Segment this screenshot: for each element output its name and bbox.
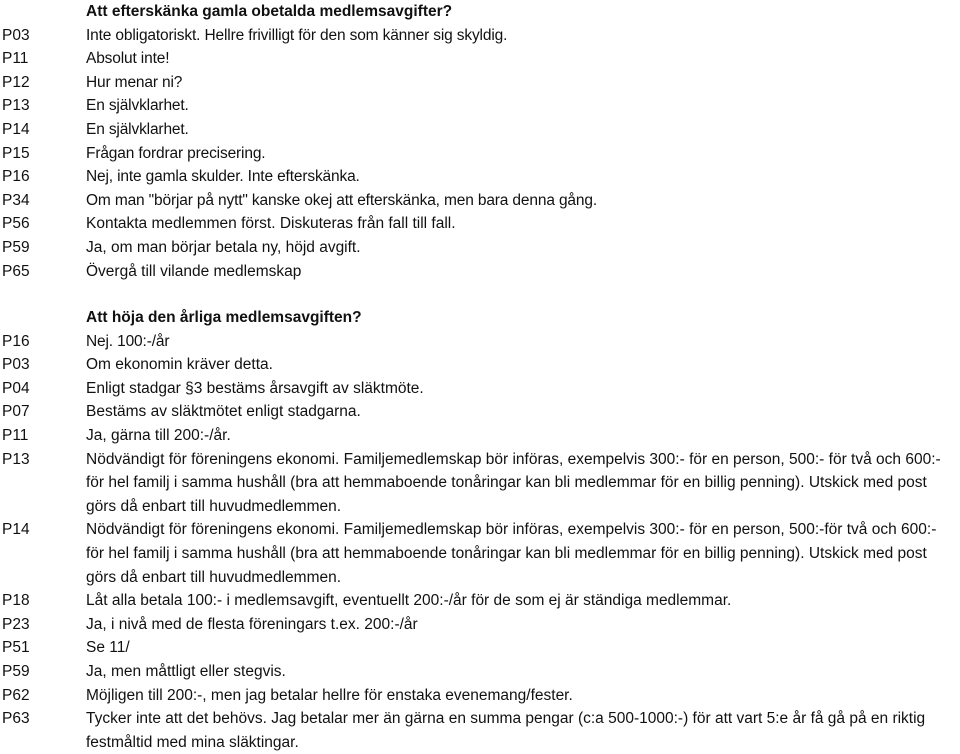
respondent-id: P07 xyxy=(2,403,30,421)
response-text: En självklarhet. xyxy=(86,97,189,115)
response-row xyxy=(0,636,960,660)
response-row xyxy=(0,353,960,377)
response-text: En självklarhet. xyxy=(86,120,189,138)
respondent-id: P23 xyxy=(2,615,30,633)
section-heading-text: Att höja den årliga medlemsavgiften? xyxy=(86,309,362,326)
response-row xyxy=(0,660,960,684)
response-text: Inte obligatoriskt. Hellre frivilligt för den som känner sig skyldig. xyxy=(86,26,508,44)
response-row xyxy=(0,165,960,189)
respondent-id: P59 xyxy=(2,238,30,256)
response-text: Ja, gärna till 200:-/år. xyxy=(86,426,231,444)
response-text: Om man "börjar på nytt" kanske okej att efterskänka, men bara denna gång. xyxy=(86,191,597,209)
response-row xyxy=(0,236,960,260)
response-row xyxy=(0,707,960,754)
response-row xyxy=(0,400,960,424)
response-text: Frågan fordrar precisering. xyxy=(86,144,266,162)
response-text: Bestäms av släktmötet enligt stadgarna. xyxy=(86,403,361,421)
response-text: Nödvändigt för föreningens ekonomi. Familjemedlemskap bör införas, exempelvis 300:- för en person, 500:- för två och 600:- för hel familj i samma hushåll (bra att hemmaboende tonåringar kan bli medlemmar för en billig penning). Utskick med post görs då enbart till huvudmedlemmen. xyxy=(86,450,941,515)
section-old-fees xyxy=(0,0,960,283)
response-row xyxy=(0,189,960,213)
respondent-id: P03 xyxy=(2,26,30,44)
respondent-id: P12 xyxy=(2,73,30,91)
response-row xyxy=(0,518,960,589)
respondent-id: P14 xyxy=(2,521,30,539)
response-list xyxy=(0,24,960,284)
response-row xyxy=(0,377,960,401)
response-row xyxy=(0,260,960,284)
respondent-id: P13 xyxy=(2,97,30,115)
response-text: Nödvändigt för föreningens ekonomi. Familjemedlemskap bör införas, exempelvis 300:- för en person, 500:-för två och 600:- för hel familj i samma hushåll (bra att hemmaboende tonåringar kan bli medlemmar för en billig penning). Utskick med post görs då enbart till huvudmedlemmen. xyxy=(86,521,937,586)
respondent-id: P16 xyxy=(2,168,30,186)
response-row xyxy=(0,684,960,708)
respondent-id: P13 xyxy=(2,450,30,468)
respondent-id: P15 xyxy=(2,144,30,162)
respondent-id: P63 xyxy=(2,710,30,728)
response-text: Ja, i nivå med de flesta föreningars t.ex. 200:-/år xyxy=(86,615,418,633)
respondent-id: P62 xyxy=(2,686,30,704)
section-heading xyxy=(0,0,960,24)
response-row xyxy=(0,212,960,236)
respondent-id: P16 xyxy=(2,332,30,350)
respondent-id: P65 xyxy=(2,262,30,280)
response-row xyxy=(0,589,960,613)
section-heading xyxy=(0,306,960,330)
respondent-id: P04 xyxy=(2,379,30,397)
respondent-id: P03 xyxy=(2,356,30,374)
respondent-id: P51 xyxy=(2,639,30,657)
response-row xyxy=(0,24,960,48)
response-text: Nej, inte gamla skulder. Inte efterskänka. xyxy=(86,168,360,186)
response-text: Hur menar ni? xyxy=(86,73,183,91)
response-row xyxy=(0,118,960,142)
response-row xyxy=(0,142,960,166)
response-row xyxy=(0,613,960,637)
response-text: Nej. 100:-/år xyxy=(86,332,170,350)
response-row xyxy=(0,424,960,448)
response-text: Ja, men måttligt eller stegvis. xyxy=(86,662,286,680)
response-row xyxy=(0,71,960,95)
respondent-id: P18 xyxy=(2,592,30,610)
response-row xyxy=(0,448,960,519)
response-list xyxy=(0,330,960,754)
section-raise-fee xyxy=(0,306,960,754)
response-text: Absolut inte! xyxy=(86,50,170,68)
respondent-id: P34 xyxy=(2,191,30,209)
response-text: Se 11/ xyxy=(86,639,130,657)
response-text: Enligt stadgar §3 bestäms årsavgift av släktmöte. xyxy=(86,379,424,397)
response-text: Kontakta medlemmen först. Diskuteras från fall till fall. xyxy=(86,215,456,233)
response-row xyxy=(0,330,960,354)
response-text: Tycker inte att det behövs. Jag betalar mer än gärna en summa pengar (c:a 500-1000:-) för att vart 5:e år få gå på en riktig festmåltid med mina släktingar. xyxy=(86,710,926,751)
respondent-id: P11 xyxy=(2,50,29,68)
respondent-id: P59 xyxy=(2,662,30,680)
response-text: Möjligen till 200:-, men jag betalar hellre för enstaka evenemang/fester. xyxy=(86,686,573,704)
response-text: Om ekonomin kräver detta. xyxy=(86,356,273,374)
response-text: Ja, om man börjar betala ny, höjd avgift. xyxy=(86,238,361,256)
response-text: Övergå till vilande medlemskap xyxy=(86,262,302,280)
respondent-id: P14 xyxy=(2,120,30,138)
response-row xyxy=(0,47,960,71)
respondent-id: P11 xyxy=(2,426,29,444)
respondent-id: P56 xyxy=(2,215,30,233)
section-heading-text: Att efterskänka gamla obetalda medlemsavgifter? xyxy=(86,3,453,20)
response-row xyxy=(0,94,960,118)
response-text: Låt alla betala 100:- i medlemsavgift, eventuellt 200:-/år för de som ej är ständiga medlemmar. xyxy=(86,592,732,610)
